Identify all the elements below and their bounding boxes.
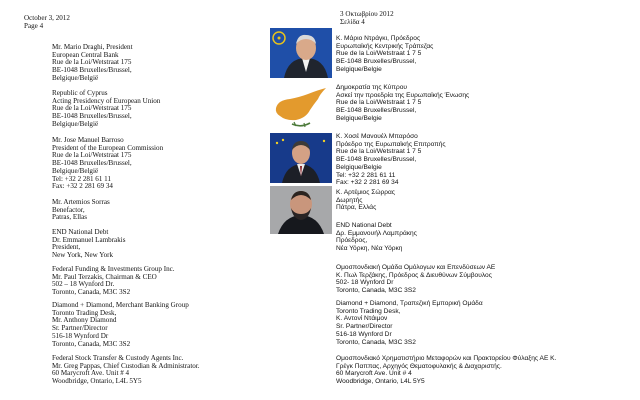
address-line: Ευρωπαϊκής Κεντρικής Τράπεζας <box>336 42 434 50</box>
draghi-photo <box>270 28 332 78</box>
sorras-photo <box>270 186 332 234</box>
left-address-block-federal-stock <box>52 355 200 386</box>
address-line: Rue de la Loi/Wetstraat 175 <box>52 58 132 67</box>
right-address-block-diamond <box>336 300 483 346</box>
right-address-block-federal-funding <box>336 264 495 295</box>
address-line: Mr. Artemios Sorras <box>52 198 110 206</box>
address-line: Belgique/België <box>52 119 99 128</box>
right-address-block-barroso <box>336 133 446 187</box>
address-line: Benefactor, <box>52 205 85 214</box>
left-address-block-diamond <box>52 302 189 348</box>
address-line: Πρόεδρος, <box>336 237 368 245</box>
address-line: Κ. Μάριο Ντράγκι, Πρόεδρος <box>336 35 421 42</box>
address-line: Dr. Emmanuel Lambrakis <box>52 235 126 244</box>
address-line: Rue de la Loi/Wetstraat 1 7 5 <box>336 50 422 58</box>
address-line: Sr. Partner/Director <box>336 323 393 331</box>
address-line: BE-1048 Bruxelles/Brussel, <box>336 156 417 164</box>
address-line: 60 Marycroft Ave. Unit # 4 <box>52 369 130 378</box>
address-line: Belgique/België <box>52 73 99 82</box>
left-date: October 3, 2012 <box>24 14 70 22</box>
right-address-block-ecb <box>336 35 433 74</box>
address-line: Κ. Αρτέμιος Σώρρας <box>336 189 395 196</box>
address-line: 502- 18 Wynford Dr <box>336 279 394 287</box>
address-line: Πρόεδρο της Ευρωπαϊκής Επιτροπής <box>336 140 446 148</box>
left-page-number: Page 4 <box>24 21 44 30</box>
address-line: END National Debt <box>52 228 109 236</box>
address-line: Νέα Υόρκη, Νέα Υόρκη <box>336 245 403 253</box>
address-line: Rue de la Loi/Wetstraat 1 7 5 <box>336 99 422 107</box>
address-line: Tel: +32 2 281 61 11 <box>52 174 112 183</box>
address-line: President of the European Commission <box>52 143 164 152</box>
address-line: Mr. Mario Draghi, President <box>52 43 133 51</box>
address-line: Κ. Αντονί Ντάιμον <box>336 315 388 323</box>
address-line: Tel: +32 2 281 61 11 <box>336 171 396 179</box>
address-line: Toronto, Canada, M3C 3S2 <box>52 288 131 297</box>
address-line: Toronto Trading Desk, <box>52 308 117 317</box>
address-line: Mr. Greg Pappas, Chief Custodian & Administrator. <box>52 361 200 370</box>
address-line: Πάτρα, Ελλάς <box>336 204 377 212</box>
address-line: Mr. Jose Manuel Barroso <box>52 136 124 144</box>
address-line: Rue de la Loi/Wetstraat 175 <box>52 104 132 113</box>
address-line: BE-1048 Bruxelles/Brussel, <box>336 107 417 115</box>
address-line: Toronto Trading Desk, <box>336 307 401 315</box>
address-line: Δρ. Εμμανουήλ Λαμπράκης <box>336 229 417 237</box>
address-line: 516-18 Wynford Dr <box>336 330 392 338</box>
address-line: BE-1048 Bruxelles/Brussel, <box>52 112 132 121</box>
address-line: Κ. Χοσέ Μανουέλ Μπαρόσο <box>336 133 418 140</box>
barroso-photo <box>270 133 332 183</box>
address-line: Woodbridge, Ontario, L4L 5Y5 <box>336 378 425 386</box>
right-address-block-sorras <box>336 189 395 212</box>
address-line: Diamond + Diamond, Merchant Banking Group <box>52 301 189 309</box>
address-line: Toronto, Canada, M3C 3S2 <box>336 338 416 346</box>
address-line: 516-18 Wynford Dr <box>52 331 109 340</box>
address-line: Republic of Cyprus <box>52 89 108 97</box>
left-header <box>24 15 70 30</box>
address-line: 60 Marycroft Ave. Unit # 4 <box>336 370 412 378</box>
address-line: Belgique/Belgie <box>336 163 382 171</box>
left-address-block-sorras <box>52 199 110 222</box>
address-line: Rue de la Loi/Wetstraat 175 <box>52 151 132 160</box>
address-line: Patras, Ellas <box>52 213 88 222</box>
left-address-block-cyprus <box>52 90 160 129</box>
right-date: 3 Οκτωβρίου 2012 <box>340 10 394 18</box>
address-line: BE-1048 Bruxelles/Brussel, <box>336 58 417 66</box>
address-line: Belgique/Belgie <box>336 65 382 73</box>
right-page-number: Σελίδα 4 <box>340 17 365 26</box>
address-line: Fax: +32 2 281 69 34 <box>336 179 399 187</box>
address-line: Sr. Partner/Director <box>52 324 108 333</box>
address-line: Mr. Anthony Diamond <box>52 316 117 325</box>
address-line: Toronto, Canada, M3C 3S2 <box>52 339 131 348</box>
cyprus-map-image <box>270 82 332 130</box>
address-line: European Central Bank <box>52 50 119 59</box>
right-address-block-federal-stock <box>336 355 556 386</box>
address-line: Ομοσπονδιακή Ομάδα Ομόλογων και Επενδύσεων ΑΕ <box>336 264 496 271</box>
address-line: BE-1048 Bruxelles/Brussel, <box>52 66 132 75</box>
address-line: BE-1048 Bruxelles/Brussel, <box>52 159 132 168</box>
address-line: Δημοκρατία της Κύπρου <box>336 84 407 91</box>
address-line: Belgique/Belgie <box>336 114 382 122</box>
address-line: Belgique/België <box>52 166 99 175</box>
address-line: New York, New York <box>52 251 114 260</box>
left-address-block-end-debt <box>52 229 125 260</box>
address-line: Diamond + Diamond, Τραπεζική Εμπορική Ομάδα <box>336 300 483 307</box>
address-line: Federal Stock Transfer & Custody Agents Inc. <box>52 354 184 362</box>
address-line: Woodbridge, Ontario, L4L 5Y5 <box>52 377 142 386</box>
address-line: Ομοσπονδιακό Χρηματιστήριο Μεταφορών και Πρακτορείου Φύλαξης ΑΕ Κ. <box>336 355 557 362</box>
left-address-block-federal-funding <box>52 266 175 297</box>
address-line: Ασκεί την προεδρία της Ευρωπαϊκής Ένωσης <box>336 91 470 99</box>
left-address-block-barroso <box>52 137 163 191</box>
right-address-block-end-debt <box>336 222 417 253</box>
right-header <box>340 11 394 26</box>
address-line: Federal Funding & Investments Group Inc. <box>52 265 175 273</box>
address-line: President, <box>52 243 81 252</box>
address-line: Acting Presidency of European Union <box>52 96 161 105</box>
address-line: Toronto, Canada, M3C 3S2 <box>336 287 416 295</box>
address-line: 502 – 18 Wynford Dr. <box>52 280 115 289</box>
address-line: Γρέγκ Παππας, Αρχηγός Θεματοφυλακής & Διαχαριστής. <box>336 362 502 370</box>
address-line: Mr. Paul Terzakis, Chairman & CEO <box>52 272 157 281</box>
address-line: Rue de la Loi/Wetstraat 1 7 5 <box>336 148 422 156</box>
left-address-block-ecb <box>52 44 133 83</box>
right-address-block-cyprus <box>336 84 469 123</box>
address-line: Fax: +32 2 281 69 34 <box>52 182 113 191</box>
address-line: Δωρητής <box>336 196 363 204</box>
address-line: END National Debt <box>336 222 392 229</box>
address-line: Κ. Πωλ Τερζάκης, Πρόεδρος & Διευθύνων Σύμβουλος <box>336 271 492 279</box>
